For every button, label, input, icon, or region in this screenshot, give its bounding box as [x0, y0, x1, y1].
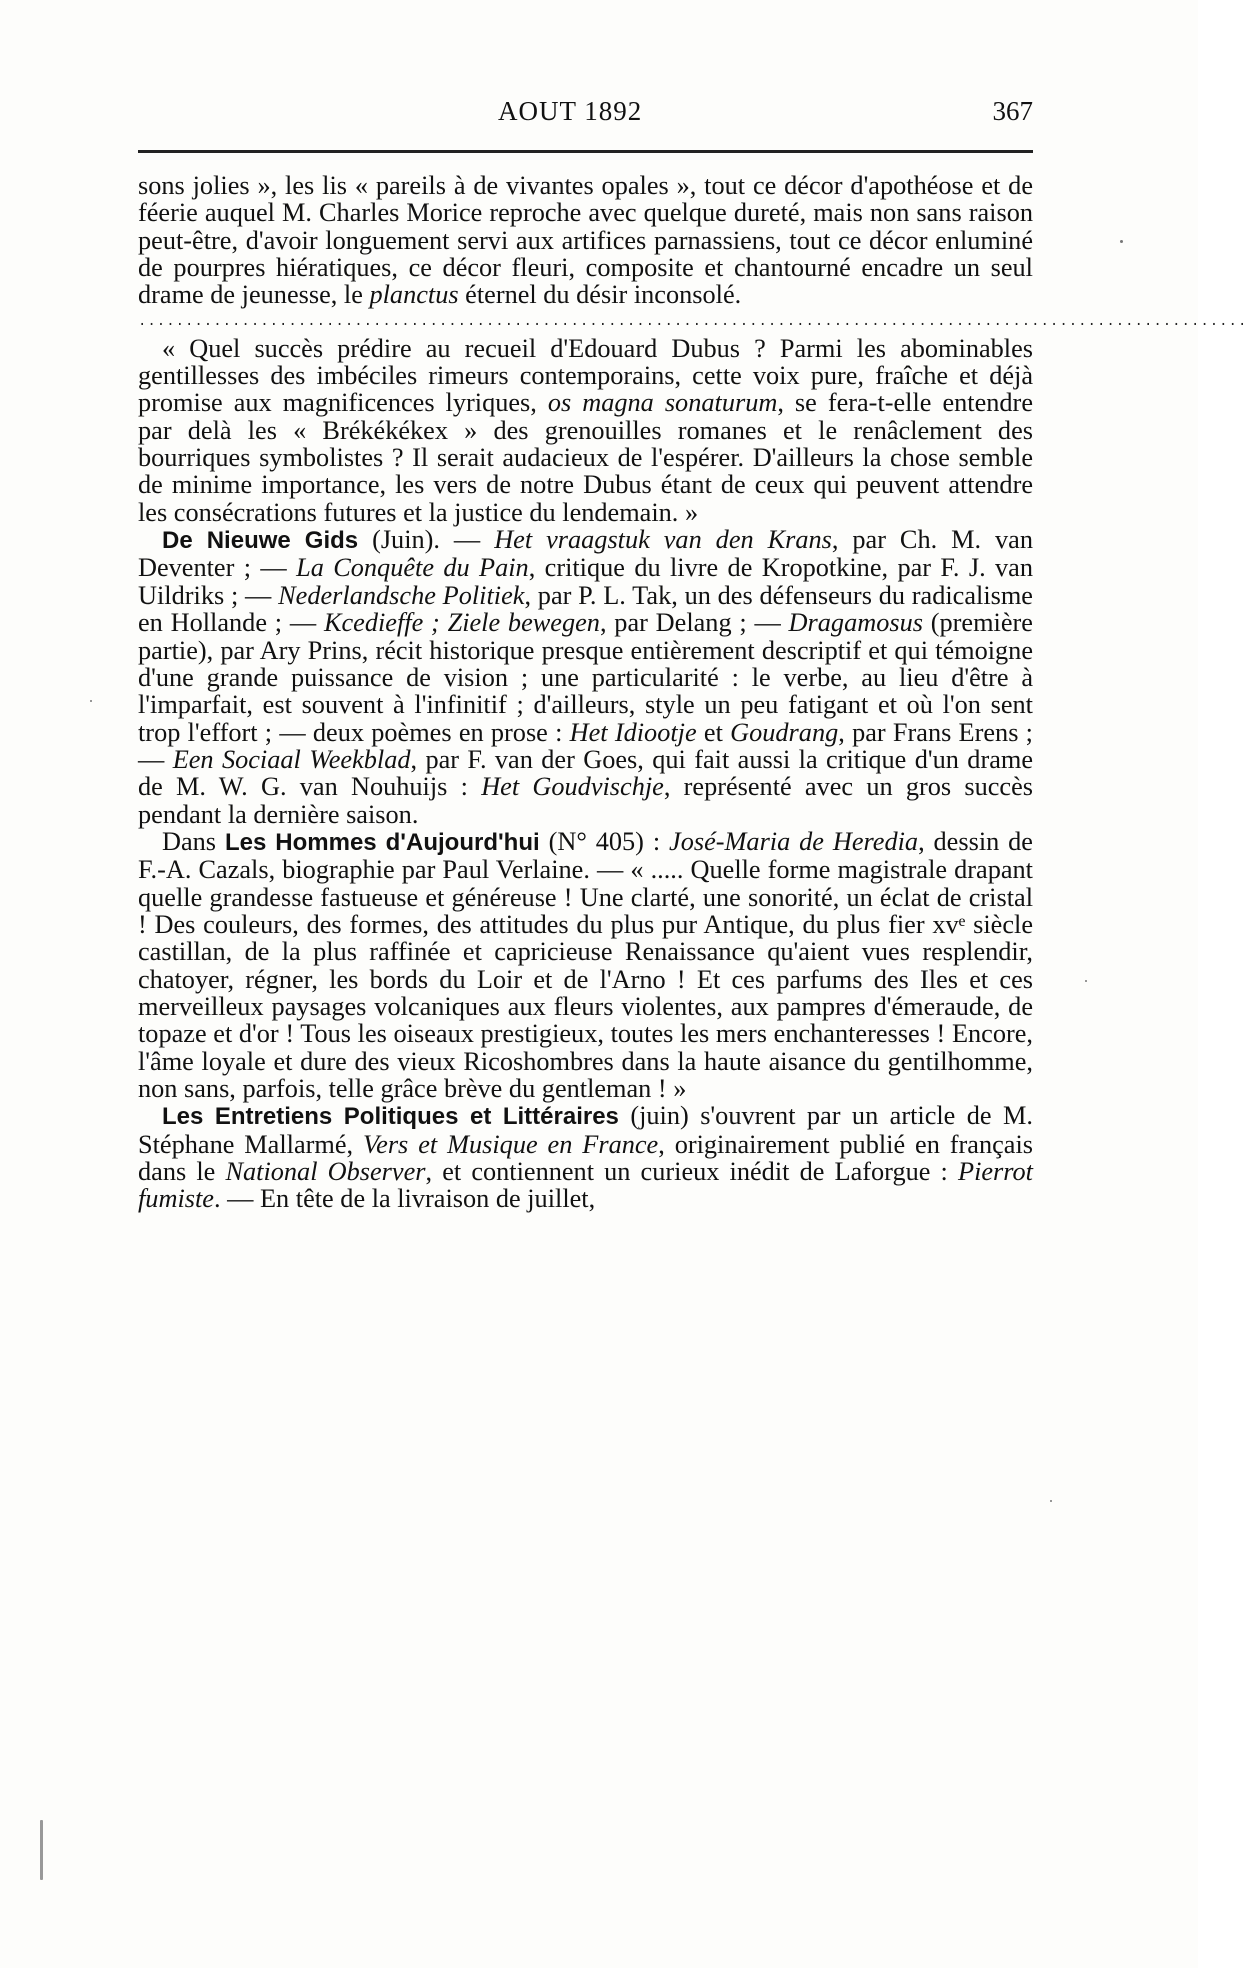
text-run: sons jolies », les lis « pareils à de vivantes opales », tout ce décor d'apothéose et de féerie auquel M. Charles Morice reproche avec quelque dureté, mais non sans raison peut-être, d'avoir longuement servi aux artifices parnassiens, tout ce décor enluminé de pourpres hiératiques, ce décor fleuri, composite et chantourné encadre un seul drame de jeunesse, le	[138, 171, 1033, 310]
journal-title: De Nieuwe Gids	[162, 527, 359, 555]
text-run: , dessin de F.-A. Cazals, biographie par Paul Verlaine. — « ..... Quelle forme magistrale drapant quelle grandesse fastueuse et généreuse ! Une clarté, une sonorité, un éclat de cristal ! Des couleurs, des formes, des attitudes du plus pur Antique, du plus fier xvᵉ siècle castillan, de la plus raffinée et capricieuse Renaissance qu'aient vues resplendir, chatoyer, régner, les bords du Loir et de l'Arno ! Et ces parfums des Iles et ces merveilleux paysages volcaniques aux fleurs violentes, aux pampres d'émeraude, de topaze et d'or ! Tous les oiseaux prestigieux, toutes les mers enchanteresses ! Encore, l'âme loyale et dure des vieux Ricoshombres dans la haute aisance du gentilhomme, non sans, parfois, telle grâce brève du gentleman ! »	[138, 826, 1033, 1103]
italic-text: José-Maria de Heredia	[669, 826, 919, 856]
text-run: (N° 405) :	[539, 826, 670, 856]
paragraph	[138, 526, 1033, 828]
italic-text: Nederlandsche Politiek	[278, 580, 525, 610]
italic-text: Het Idiootje	[569, 717, 697, 747]
text-run: « Quel succès prédire au recueil d'Edouard Dubus ? Parmi les abominables gentillesses des imbéciles rimeurs contemporains, cette voix pure, fraîche et déjà promise aux magnificences lyriques,	[138, 333, 1033, 418]
text-run: , par Frans Erens ; —	[138, 717, 1033, 774]
italic-text: Het vraagstuk van den Krans	[494, 525, 832, 555]
paragraph	[138, 1102, 1033, 1212]
text-body	[138, 171, 1247, 1214]
italic-text: Dragamosus	[788, 608, 923, 638]
text-run: (Juin). —	[358, 525, 495, 555]
text-run: , et contiennent un curieux inédit de Laforgue :	[425, 1157, 958, 1187]
dotted-separator: ......................................................................................................................	[138, 313, 1247, 330]
italic-text: Goudrang	[730, 717, 839, 747]
journal-title: Les Hommes d'Aujourd'hui	[224, 828, 540, 856]
text-run: , représenté avec un gros succès pendant la dernière saison.	[138, 772, 1033, 829]
text-run: , par P. L. Tak, un des défenseurs du radicalisme en Hollande ; —	[138, 580, 1033, 638]
text-run: Dans	[162, 826, 225, 856]
scan-speck	[1050, 1500, 1052, 1502]
header-rule	[138, 150, 1033, 153]
text-run: éternel du désir inconsolé.	[458, 280, 742, 310]
text-run: , par F. van der Goes, qui fait aussi la critique d'un drame de M. W. G. van Nouhuijs :	[138, 744, 1033, 802]
italic-text: planctus	[369, 280, 459, 310]
text-run: , par Delang ; —	[599, 608, 789, 638]
text-run: (juin) s'ouvrent par un article de M. Stéphane Mallarmé,	[138, 1101, 1033, 1159]
text-run: et	[696, 717, 731, 747]
text-run: , se fera-t-elle entendre par delà les « Brékékékex » des grenouilles romanes et le renâclement des bourriques symbolistes ? Il serait audacieux de l'espérer. D'ailleurs la chose semble de minime importance, les vers de notre Dubus étant de ceux qui peuvent attendre les consécrations futures et la justice du lendemain. »	[138, 388, 1033, 527]
text-run: . — En tête de la livraison de juillet,	[213, 1184, 596, 1214]
text-run: , critique du livre de Kropotkine, par F. J. van Uildriks ; —	[138, 553, 1033, 610]
italic-text: Kcedieffe ; Ziele bewegen	[323, 608, 600, 638]
italic-text: Een Sociaal Weekblad	[172, 744, 411, 774]
page-number: 367	[992, 96, 1033, 126]
text-run: , par Ch. M. van Deventer ; —	[138, 525, 1034, 583]
italic-text: La Conquête du Pain	[296, 553, 529, 583]
text-run: (première partie), par Ary Prins, récit historique presque entièrement descriptif et qui témoigne d'une grande puissance de vision ; une particularité : le verbe, au lieu d'être à l'imparfait, est souvent à l'infinitif ; d'ailleurs, style un peu fatigant et où l'on sent trop l'effort ; — deux poèmes en prose :	[138, 608, 1033, 747]
paragraph	[138, 335, 1033, 526]
italic-text: os magna sonaturum	[547, 388, 778, 418]
italic-text: Vers et Musique en France	[363, 1129, 659, 1159]
scan-speck	[1120, 240, 1123, 243]
paragraph	[138, 828, 1033, 1102]
scan-speck	[90, 700, 92, 702]
scan-speck	[40, 1820, 43, 1880]
page-header	[138, 96, 1033, 136]
italic-text: Het Goudvischje	[481, 772, 664, 802]
italic-text: Pierrot fumiste	[138, 1157, 1033, 1214]
text-run: , originairement publié en français dans le	[138, 1129, 1033, 1187]
paragraph	[138, 172, 1033, 309]
running-title: AOUT 1892	[498, 96, 643, 126]
italic-text: National Observer	[225, 1157, 426, 1187]
scan-speck	[1085, 980, 1087, 982]
journal-title: Les Entretiens Politiques et Littéraires	[162, 1103, 619, 1131]
